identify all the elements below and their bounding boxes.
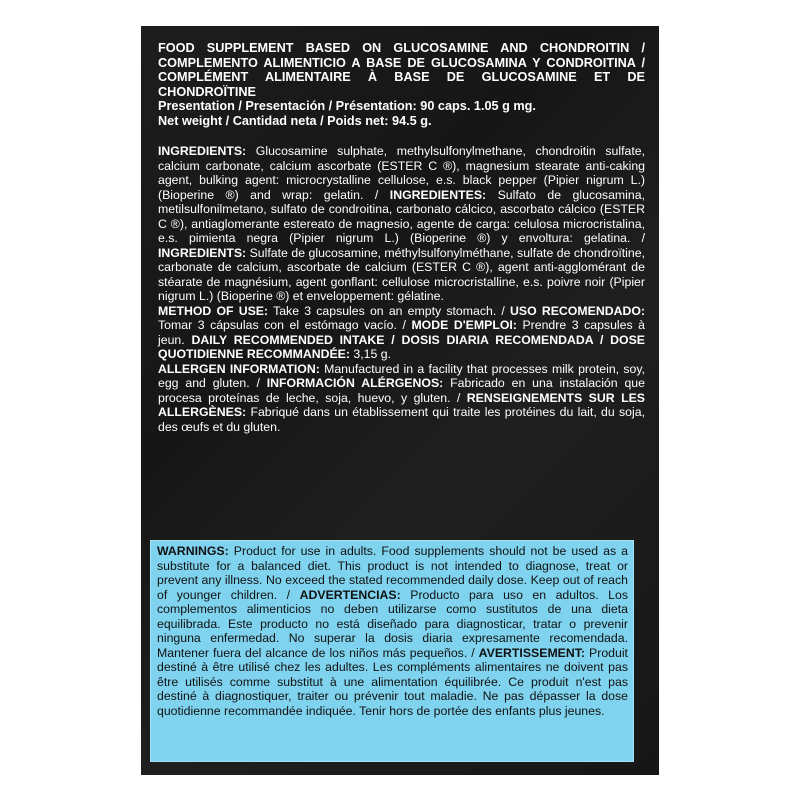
warnings-text-fr: Produit destiné à être utilisé chez les adultes. Les compléments alimentaires ne doivent pas être utilisés comme substitut à une alimentation équilibrée. Ce produit n'est pas destiné à diagnostiquer, traiter ou prévenir tout maladie. Ne pas dépasser la dose quotidienne recommandée indiquée. Tenir hors de portée des enfants plus jeunes. (157, 645, 628, 718)
warnings-label-fr: AVERTISSEMENT: (478, 645, 586, 660)
allergen-text-es: Fabricado en una instalación que procesa proteínas de leche, soja, huevo, y gluten. / (158, 376, 645, 405)
warnings-box (150, 540, 634, 762)
warnings-label-es: ADVERTENCIAS: (299, 587, 401, 602)
net-weight-line: Net weight / Cantidad neta / Poids net: 94.5 g. (158, 114, 432, 129)
ingredients-label-en: INGREDIENTS: (158, 144, 247, 159)
label-body-text (158, 144, 645, 434)
allergen-label-es: INFORMACIÓN ALÉRGENOS: (266, 376, 444, 391)
warnings-label-en: WARNINGS: (157, 544, 229, 558)
allergen-label-en: ALLERGEN INFORMATION: (158, 361, 320, 376)
allergen-label-fr: RENSEIGNEMENTS SUR LES ALLERGÈNES: (158, 390, 645, 420)
warnings-text-en: Product for use in adults. Food supplements should not be used as a substitute for a balanced diet. This product is not intended to diagnose, treat or prevent any illness. No exceed the stated recommended daily dose. Keep out of reach of younger children. / (157, 544, 628, 602)
supplement-label-panel (141, 26, 659, 775)
method-text-es: Tomar 3 cápsulas con el estómago vacío. / (158, 318, 412, 333)
ingredients-label-fr: INGREDIENTS: (158, 245, 247, 260)
method-text-fr: Prendre 3 capsules à jeun. (158, 318, 645, 347)
daily-intake-value: 3,15 g. (349, 347, 392, 362)
warnings-text-es: Producto para uso en adultos. Los complementos alimenticios no deben utilizarse como sustitutos de una dieta equilibrada. Este producto no está diseñado para diagnosticar, tratar o prevenir ninguna enfermedad. No superar la dosis diaria expresamente recomendada. Mantener fuera del alcance de los niños más pequeños. / (157, 587, 628, 660)
ingredients-label-es: INGREDIENTES: (389, 187, 487, 202)
method-label-es: USO RECOMENDADO: (510, 303, 645, 318)
method-text-en: Take 3 capsules on an empty stomach. / (268, 303, 511, 318)
ingredients-text-en: Glucosamine sulphate, methylsulfonylmethane, chondroitin sulfate, calcium carbonate, calcium ascorbate (ESTER C ®), magnesium stearate anti-caking agent, bulking agent: microcrystalline cellulose, e.s. black pepper (Pipier nigrum L.) (Bioperine ®) and wrap: gelatin. / (158, 144, 645, 202)
allergen-section (158, 362, 645, 434)
allergen-text-en: Manufactured in a facility that processes milk protein, soy, egg and gluten. / (158, 361, 645, 391)
method-label-fr: MODE D'EMPLOI: (411, 318, 517, 333)
ingredients-text-es: Sulfato de glucosamina, metilsulfonilmetano, sulfato de condroitina, carbonato cálcico, ascorbato cálcico (ESTER C ®), antiaglomerante estereato de magnesio, agente de carga: celulosa microcristalina, e.s. pimienta negra (Pipier nigrum L.) (Bioperine ®) y envoltura: gelatina. / (158, 187, 645, 246)
allergen-text-fr: Fabriqué dans un établissement qui traite les protéines du lait, du soja, des œufs et du gluten. (158, 405, 645, 434)
label-content (158, 41, 645, 434)
method-section (158, 304, 645, 362)
method-label-en: METHOD OF USE: (158, 303, 269, 318)
ingredients-section (158, 144, 645, 303)
ingredients-text-fr: Sulfate de glucosamine, méthylsulfonylméthane, sulfate de chondroïtine, carbonate de calcium, ascorbate de calcium (ESTER C ®), agent anti-agglomérant de stéarate de magnésium, agent gonflant: cellulose microcristalline, e.s. poivre noir (Pipier nigrum L.) (Bioperine ®) et enveloppement: gélatine. (158, 245, 645, 304)
presentation-line: Presentation / Presentación / Présentation: 90 caps. 1.05 g mg. (158, 99, 536, 114)
product-title: FOOD SUPPLEMENT BASED ON GLUCOSAMINE AND CHONDROITIN / COMPLEMENTO ALIMENTICIO A BASE DE GLUCOSAMINA Y CONDROITINA / COMPLÉMENT ALIMENTAIRE À BASE DE GLUCOSAMINE ET DE CHONDROÏTINE (158, 41, 645, 99)
daily-intake-label: DAILY RECOMMENDED INTAKE / DOSIS DIARIA RECOMENDADA / DOSE QUOTIDIENNE RECOMMANDÉE: (158, 332, 645, 362)
